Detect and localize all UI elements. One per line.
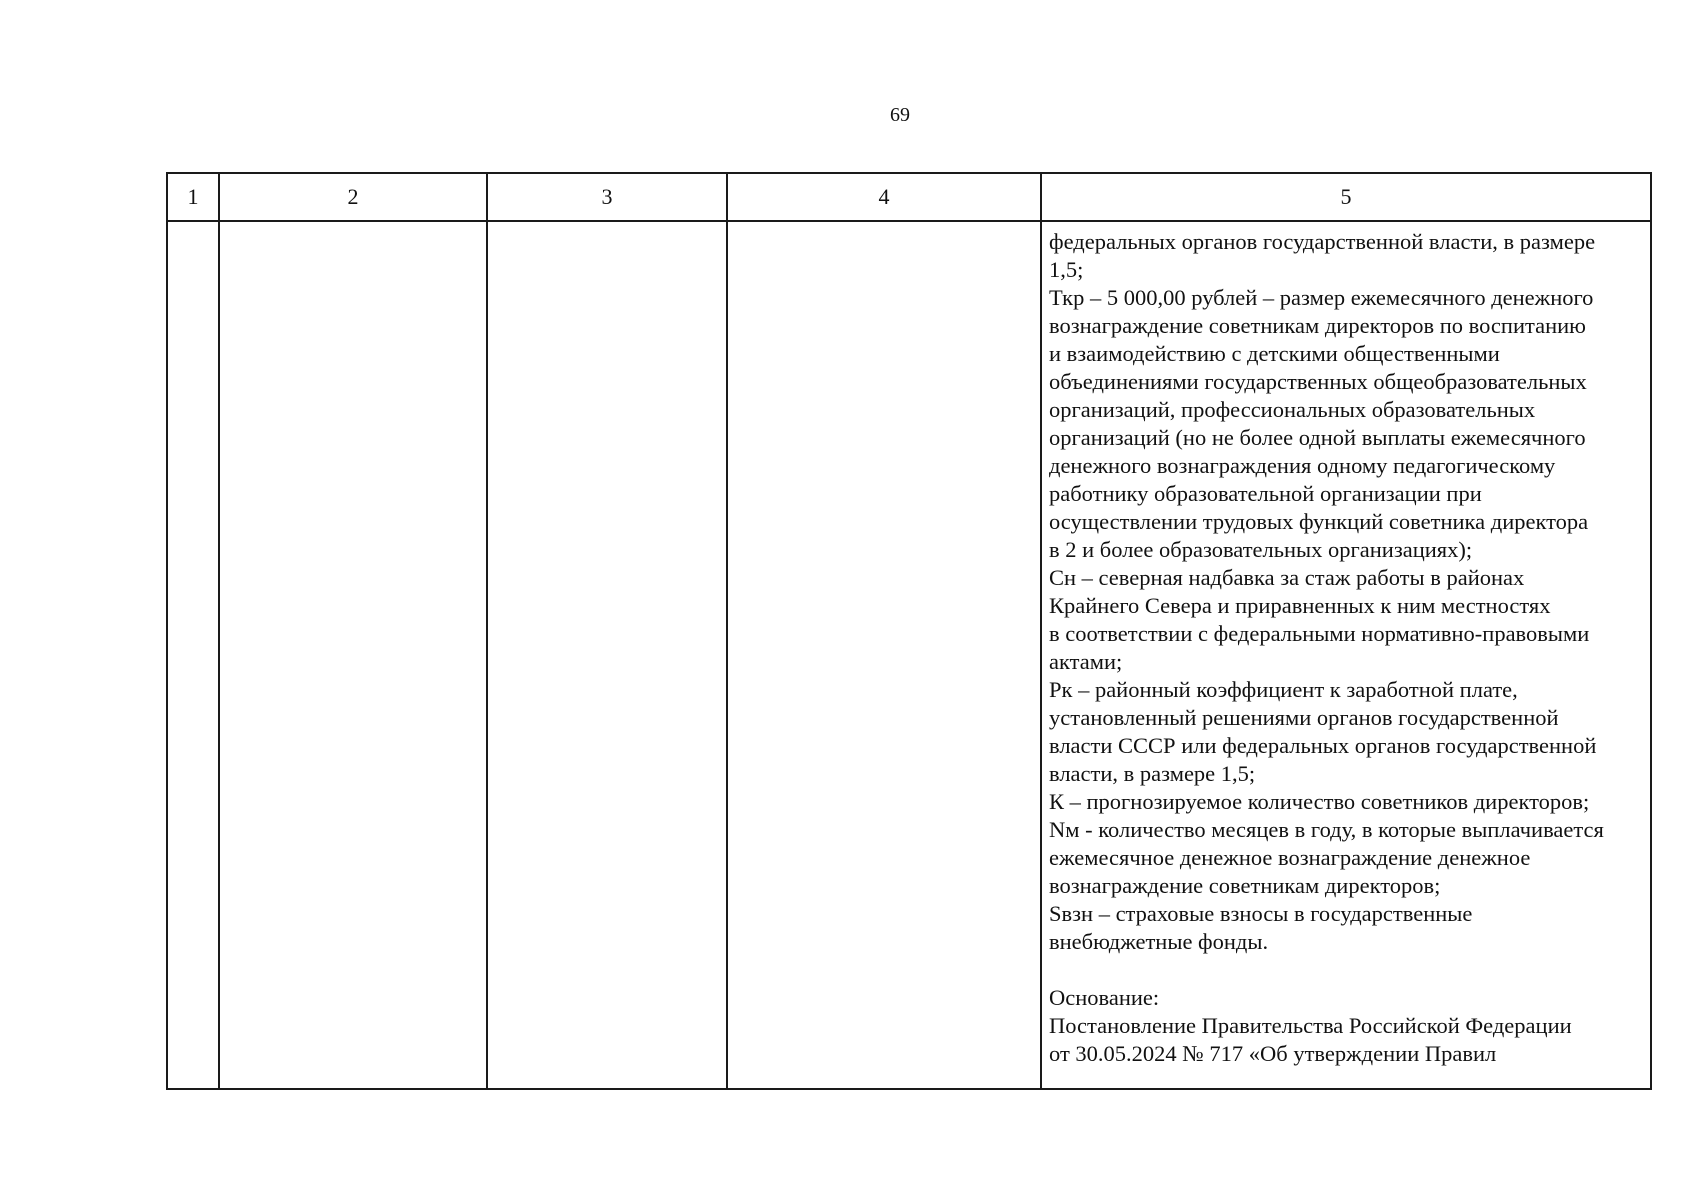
text-line: власти СССР или федеральных органов государственной: [1049, 733, 1597, 758]
text-line: внебюджетные фонды.: [1049, 929, 1269, 954]
table-header-row: [167, 173, 1651, 221]
text-line: Ткр – 5 000,00 рублей – размер ежемесячного денежного: [1049, 285, 1594, 310]
text-line: от 30.05.2024 № 717 «Об утверждении Правил: [1049, 1041, 1497, 1066]
column-header-1: 1: [167, 173, 219, 221]
column-header-2: 2: [219, 173, 487, 221]
formula-description-text: [1042, 222, 1650, 1068]
text-line: Основание:: [1049, 985, 1160, 1010]
text-line: К – прогнозируемое количество советников директоров;: [1049, 789, 1590, 814]
text-line: вознаграждение советникам директоров по воспитанию: [1049, 313, 1586, 338]
text-line: вознаграждение советникам директоров;: [1049, 873, 1441, 898]
text-line: осуществлении трудовых функций советника директора: [1049, 509, 1589, 534]
text-line: и взаимодействию с детскими общественными: [1049, 341, 1500, 366]
text-line: объединениями государственных общеобразовательных: [1049, 369, 1587, 394]
text-line: [1049, 956, 1642, 984]
table-row: [167, 221, 1651, 1089]
table-cell-col1: [167, 221, 219, 1089]
text-line: Nм - количество месяцев в году, в которые выплачивается: [1049, 817, 1604, 842]
text-line: 1,5;: [1049, 257, 1084, 282]
text-line: Крайнего Севера и приравненных к ним местностях: [1049, 593, 1551, 618]
text-line: работнику образовательной организации при: [1049, 481, 1482, 506]
text-line: Сн – северная надбавка за стаж работы в районах: [1049, 565, 1525, 590]
document-table: [166, 172, 1652, 1090]
table-cell-col2: [219, 221, 487, 1089]
table-cell-col3: [487, 221, 727, 1089]
page-number: 69: [890, 104, 910, 126]
text-line: организаций, профессиональных образовательных: [1049, 397, 1536, 422]
text-line: в соответствии с федеральными нормативно-правовыми: [1049, 621, 1590, 646]
table-cell-col5: [1041, 221, 1651, 1089]
text-line: актами;: [1049, 649, 1123, 674]
text-line: организаций (но не более одной выплаты ежемесячного: [1049, 425, 1586, 450]
column-header-4: 4: [727, 173, 1041, 221]
text-line: Постановление Правительства Российской Федерации: [1049, 1013, 1572, 1038]
text-line: Sвзн – страховые взносы в государственные: [1049, 901, 1473, 926]
text-line: Рк – районный коэффициент к заработной плате,: [1049, 677, 1518, 702]
text-line: в 2 и более образовательных организациях);: [1049, 537, 1473, 562]
text-line: установленный решениями органов государственной: [1049, 705, 1559, 730]
column-header-3: 3: [487, 173, 727, 221]
text-line: денежного вознаграждения одному педагогическому: [1049, 453, 1556, 478]
text-line: власти, в размере 1,5;: [1049, 761, 1256, 786]
table-cell-col4: [727, 221, 1041, 1089]
column-header-5: 5: [1041, 173, 1651, 221]
text-line: ежемесячное денежное вознаграждение денежное: [1049, 845, 1531, 870]
text-line: федеральных органов государственной власти, в размере: [1049, 229, 1596, 254]
